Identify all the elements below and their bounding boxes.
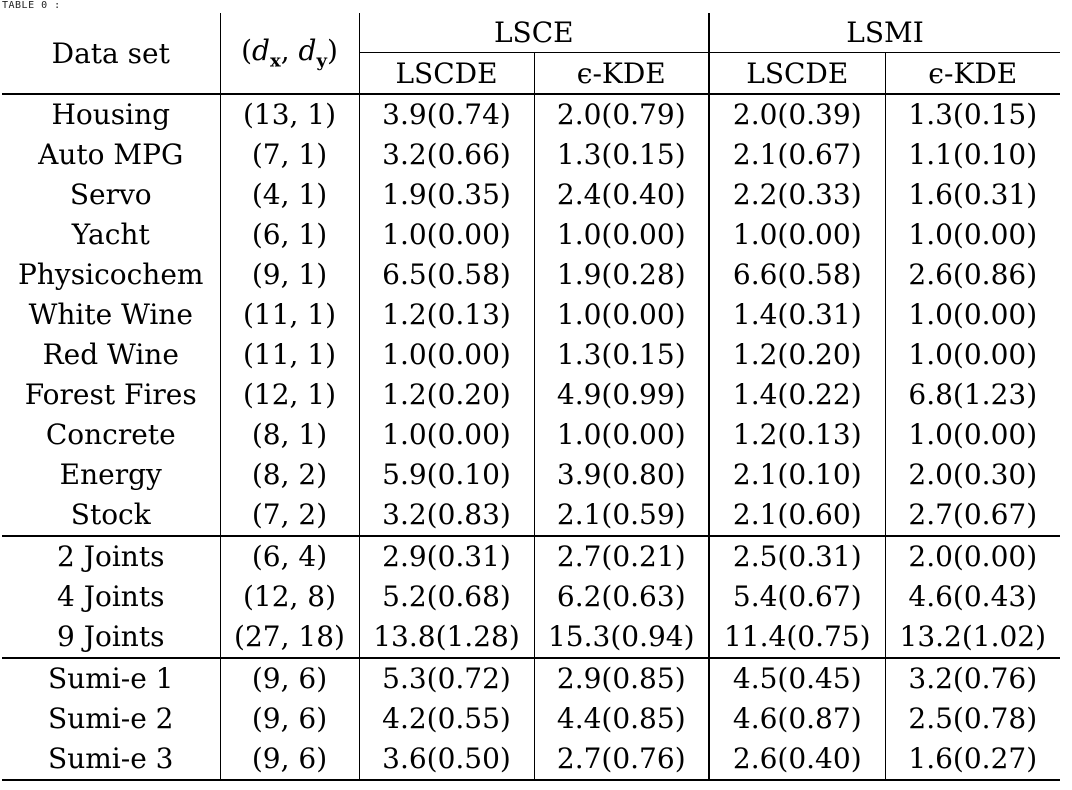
cell-lsmi-lscde: 6.6(0.58) xyxy=(709,255,885,295)
cell-lsmi-ekde: 1.0(0.00) xyxy=(908,218,1038,251)
header-group-lsce: LSCE xyxy=(359,13,709,53)
cell-lsmi-lscde: 4.5(0.45) xyxy=(709,658,885,699)
cell-dims: (9, 1) xyxy=(220,255,359,295)
cell-dims: (11, 1) xyxy=(220,335,359,375)
cell-lsce-ekde: 4.4(0.85) xyxy=(534,699,709,739)
cell-dims: (8, 2) xyxy=(220,455,359,495)
cell-lsce-ekde: 2.4(0.40) xyxy=(534,175,709,215)
table-row xyxy=(2,415,1060,455)
cell-dims: (12, 1) xyxy=(220,375,359,415)
cell-dims: (9, 6) xyxy=(220,699,359,739)
cell-lsce-ekde: 1.3(0.15) xyxy=(534,335,709,375)
cell-lsmi-ekde: 3.2(0.76) xyxy=(908,662,1038,695)
cell-dataset: White Wine xyxy=(2,295,220,335)
cell-lsmi-lscde: 11.4(0.75) xyxy=(709,617,885,658)
cell-lsce-ekde: 2.7(0.21) xyxy=(534,536,709,577)
cell-lsce-lscde: 5.9(0.10) xyxy=(359,455,534,495)
cell-lsce-lscde: 3.2(0.83) xyxy=(359,495,534,536)
cell-lsce-lscde: 6.5(0.58) xyxy=(359,255,534,295)
cell-lsmi-lscde: 2.2(0.33) xyxy=(709,175,885,215)
cell-dims: (11, 1) xyxy=(220,295,359,335)
table-row xyxy=(2,215,1060,255)
cell-lsce-lscde: 1.0(0.00) xyxy=(359,415,534,455)
cell-lsce-ekde: 1.3(0.15) xyxy=(534,135,709,175)
cell-lsmi-lscde: 1.4(0.31) xyxy=(709,295,885,335)
cell-dataset: Servo xyxy=(2,175,220,215)
table-caption: TABLE 0 : xyxy=(2,0,61,11)
cell-dims: (6, 4) xyxy=(220,536,359,577)
cell-dataset: Yacht xyxy=(2,215,220,255)
cell-lsmi-lscde: 1.4(0.22) xyxy=(709,375,885,415)
cell-lsce-ekde: 4.9(0.99) xyxy=(534,375,709,415)
table-row xyxy=(2,455,1060,495)
table-row xyxy=(2,94,1060,135)
cell-dataset: Auto MPG xyxy=(2,135,220,175)
cell-lsmi-lscde: 2.0(0.39) xyxy=(709,94,885,135)
cell-lsmi-ekde: 1.3(0.15) xyxy=(908,98,1038,131)
cell-lsce-ekde: 1.0(0.00) xyxy=(534,295,709,335)
table-row xyxy=(2,617,1060,658)
cell-lsce-lscde: 5.2(0.68) xyxy=(359,577,534,617)
cell-lsce-ekde: 3.9(0.80) xyxy=(534,455,709,495)
cell-lsmi-lscde: 4.6(0.87) xyxy=(709,699,885,739)
cell-lsce-ekde: 2.0(0.79) xyxy=(534,94,709,135)
header-group-lsmi: LSMI xyxy=(709,13,1060,53)
cell-dims: (9, 6) xyxy=(220,658,359,699)
cell-lsmi-lscde: 2.1(0.10) xyxy=(709,455,885,495)
header-lsce-lscde: LSCDE xyxy=(359,53,534,95)
cell-lsce-lscde: 1.2(0.13) xyxy=(359,295,534,335)
cell-lsce-ekde: 6.2(0.63) xyxy=(534,577,709,617)
header-dims-formula: ($d_x$, $d_y$) xyxy=(241,34,338,72)
cell-dataset: 9 Joints xyxy=(2,617,220,658)
cell-dataset: Concrete xyxy=(2,415,220,455)
header-lsce-ekde: ϵ-KDE xyxy=(534,53,709,95)
cell-lsmi-ekde: 2.6(0.86) xyxy=(908,258,1038,291)
cell-dataset: 2 Joints xyxy=(2,536,220,577)
cell-lsmi-ekde: 1.6(0.27) xyxy=(885,739,1060,780)
header-lsmi-lscde: LSCDE xyxy=(709,53,885,95)
cell-lsce-ekde: 2.1(0.59) xyxy=(534,495,709,536)
cell-lsce-lscde: 2.9(0.31) xyxy=(359,536,534,577)
cell-lsce-ekde: 1.0(0.00) xyxy=(534,215,709,255)
table-row xyxy=(2,536,1060,577)
table-row xyxy=(2,135,1060,175)
cell-lsce-lscde: 1.9(0.35) xyxy=(359,175,534,215)
cell-dims: (7, 2) xyxy=(220,495,359,536)
cell-dataset: Housing xyxy=(2,94,220,135)
cell-lsmi-ekde: 6.8(1.23) xyxy=(908,378,1038,411)
cell-lsce-lscde: 3.6(0.50) xyxy=(359,739,534,780)
cell-dataset: Sumi-e 3 xyxy=(2,739,220,780)
cell-dataset: Forest Fires xyxy=(2,375,220,415)
cell-lsmi-lscde: 1.2(0.13) xyxy=(709,415,885,455)
cell-dataset: 4 Joints xyxy=(2,577,220,617)
cell-lsce-lscde: 1.0(0.00) xyxy=(359,215,534,255)
table-row xyxy=(2,577,1060,617)
table-row xyxy=(2,335,1060,375)
cell-lsmi-ekde: 1.1(0.10) xyxy=(908,138,1038,171)
header-dims xyxy=(220,13,359,94)
cell-lsce-ekde: 1.0(0.00) xyxy=(534,415,709,455)
cell-dataset: Sumi-e 1 xyxy=(2,658,220,699)
cell-dataset: Stock xyxy=(2,495,220,536)
cell-dataset: Red Wine xyxy=(2,335,220,375)
cell-lsce-ekde: 15.3(0.94) xyxy=(534,617,709,658)
cell-lsce-lscde: 3.2(0.66) xyxy=(359,135,534,175)
table-row xyxy=(2,375,1060,415)
cell-dims: (12, 8) xyxy=(220,577,359,617)
table-row xyxy=(2,658,1060,699)
cell-lsmi-lscde: 5.4(0.67) xyxy=(709,577,885,617)
cell-lsmi-ekde: 1.0(0.00) xyxy=(908,418,1038,451)
cell-lsce-lscde: 13.8(1.28) xyxy=(359,617,534,658)
table-row xyxy=(2,699,1060,739)
cell-lsmi-lscde: 2.1(0.60) xyxy=(709,495,885,536)
cell-lsmi-ekde: 1.0(0.00) xyxy=(908,298,1038,331)
cell-lsmi-ekde: 2.5(0.78) xyxy=(908,702,1038,735)
cell-lsce-lscde: 5.3(0.72) xyxy=(359,658,534,699)
cell-lsmi-ekde: 4.6(0.43) xyxy=(908,580,1038,613)
cell-dataset: Physicochem xyxy=(2,255,220,295)
cell-dims: (8, 1) xyxy=(220,415,359,455)
cell-lsmi-ekde: 2.7(0.67) xyxy=(885,495,1060,536)
cell-lsmi-ekde: 13.2(1.02) xyxy=(885,617,1060,658)
cell-dims: (9, 6) xyxy=(220,739,359,780)
cell-lsce-lscde: 1.2(0.20) xyxy=(359,375,534,415)
cell-dims: (7, 1) xyxy=(220,135,359,175)
table-body xyxy=(2,94,1060,780)
cell-lsmi-lscde: 2.1(0.67) xyxy=(709,135,885,175)
cell-dims: (6, 1) xyxy=(220,215,359,255)
table-header xyxy=(2,13,1060,94)
cell-dims: (27, 18) xyxy=(220,617,359,658)
cell-lsmi-ekde: 2.0(0.00) xyxy=(908,540,1038,573)
header-lsmi-ekde: ϵ-KDE xyxy=(885,53,1060,95)
cell-lsmi-ekde: 1.0(0.00) xyxy=(908,338,1038,371)
cell-lsmi-lscde: 2.6(0.40) xyxy=(709,739,885,780)
cell-lsmi-lscde: 1.2(0.20) xyxy=(709,335,885,375)
table-row xyxy=(2,175,1060,215)
table-row xyxy=(2,295,1060,335)
cell-lsce-lscde: 1.0(0.00) xyxy=(359,335,534,375)
table-row xyxy=(2,495,1060,536)
cell-lsmi-lscde: 1.0(0.00) xyxy=(709,215,885,255)
cell-lsce-ekde: 1.9(0.28) xyxy=(534,255,709,295)
cell-dims: (13, 1) xyxy=(220,94,359,135)
cell-lsmi-ekde: 2.0(0.30) xyxy=(908,458,1038,491)
table-row xyxy=(2,255,1060,295)
table-row xyxy=(2,739,1060,780)
cell-dataset: Energy xyxy=(2,455,220,495)
header-dataset: Data set xyxy=(2,13,220,94)
cell-lsce-lscde: 4.2(0.55) xyxy=(359,699,534,739)
cell-dataset: Sumi-e 2 xyxy=(2,699,220,739)
cell-lsce-lscde: 3.9(0.74) xyxy=(359,94,534,135)
cell-dims: (4, 1) xyxy=(220,175,359,215)
cell-lsmi-lscde: 2.5(0.31) xyxy=(709,536,885,577)
cell-lsce-ekde: 2.9(0.85) xyxy=(534,658,709,699)
cell-lsce-ekde: 2.7(0.76) xyxy=(534,739,709,780)
cell-lsmi-ekde: 1.6(0.31) xyxy=(908,178,1038,211)
results-table xyxy=(2,13,1060,781)
